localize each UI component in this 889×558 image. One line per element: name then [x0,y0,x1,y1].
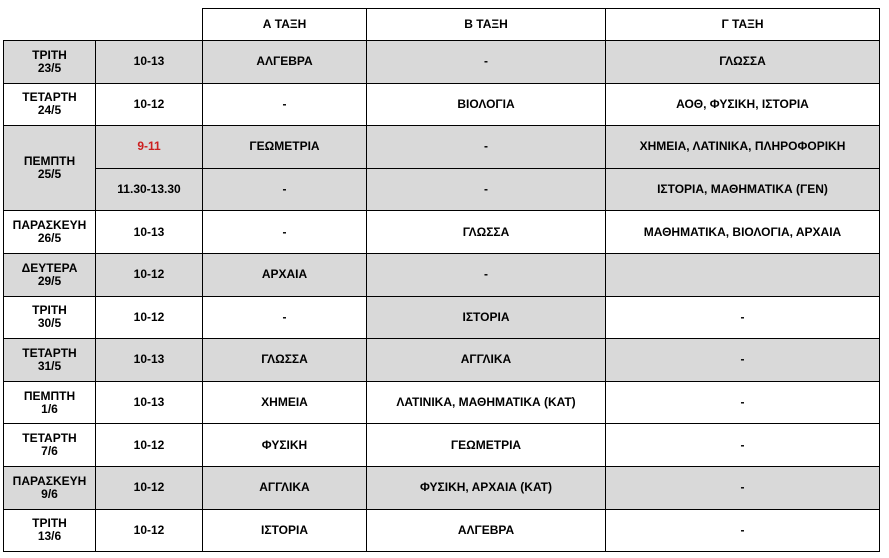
class-a-cell: - [203,211,367,254]
day-date: 23/5 [37,60,62,75]
day-date: 25/5 [37,167,62,182]
day-name: ΤΡΙΤΗ [32,516,67,531]
class-a-cell: ΑΡΧΑΙΑ [203,253,367,296]
class-a-cell: - [203,168,367,211]
day-cell [4,126,96,211]
table-row [4,83,880,126]
class-b-cell: - [367,41,606,84]
class-b-cell: ΑΓΓΛΙΚΑ [367,339,606,382]
table-row [4,296,880,339]
day-name: ΤΡΙΤΗ [32,303,67,318]
day-cell [4,381,96,424]
header-class-b: Β ΤΑΞΗ [367,9,606,41]
class-b-cell: ΓΕΩΜΕΤΡΙΑ [367,424,606,467]
class-c-cell: - [606,296,880,339]
time-cell: 10-13 [96,211,203,254]
time-cell: 10-13 [96,339,203,382]
day-date: 9/6 [41,486,58,501]
class-a-cell: ΦΥΣΙΚΗ [203,424,367,467]
class-c-cell: ΙΣΤΟΡΙΑ, ΜΑΘΗΜΑΤΙΚΑ (ΓΕΝ) [606,168,880,211]
day-cell [4,253,96,296]
time-cell: 10-12 [96,466,203,509]
table-row [4,126,880,169]
table-row [4,211,880,254]
table-row [4,168,880,211]
day-name: ΤΕΤΑΡΤΗ [22,431,77,446]
class-c-cell: - [606,509,880,552]
class-c-cell: - [606,466,880,509]
class-c-cell: ΧΗΜΕΙΑ, ΛΑΤΙΝΙΚΑ, ΠΛΗΡΟΦΟΡΙΚΗ [606,126,880,169]
time-cell: 10-12 [96,296,203,339]
class-b-cell: ΙΣΤΟΡΙΑ [367,296,606,339]
class-c-cell: - [606,339,880,382]
table-row [4,339,880,382]
time-cell: 11.30-13.30 [96,168,203,211]
class-c-cell: ΓΛΩΣΣΑ [606,41,880,84]
header-class-c: Γ ΤΑΞΗ [606,9,880,41]
class-b-cell: - [367,168,606,211]
table-row [4,381,880,424]
class-b-cell: ΓΛΩΣΣΑ [367,211,606,254]
class-a-cell: ΑΛΓΕΒΡΑ [203,41,367,84]
day-name: ΠΑΡΑΣΚΕΥΗ [12,473,87,488]
day-cell [4,339,96,382]
day-name: ΤΡΙΤΗ [32,47,67,62]
day-cell [4,296,96,339]
table-row [4,509,880,552]
day-cell [4,41,96,84]
class-a-cell: - [203,83,367,126]
time-cell: 10-12 [96,253,203,296]
time-cell: 10-13 [96,41,203,84]
day-date: 24/5 [37,103,62,118]
class-b-cell: ΑΛΓΕΒΡΑ [367,509,606,552]
class-a-cell: - [203,296,367,339]
day-name: ΠΕΜΠΤΗ [23,388,76,403]
day-date: 26/5 [37,231,62,246]
time-cell: 10-12 [96,424,203,467]
table-row [4,41,880,84]
class-c-cell: ΑΟΘ, ΦΥΣΙΚΗ, ΙΣΤΟΡΙΑ [606,83,880,126]
day-date: 31/5 [37,358,62,373]
class-a-cell: ΓΕΩΜΕΤΡΙΑ [203,126,367,169]
day-date: 13/6 [37,529,62,544]
header-blank [4,9,203,41]
class-c-cell [606,253,880,296]
day-name: ΔΕΥΤΕΡΑ [21,260,78,275]
class-b-cell: - [367,126,606,169]
class-b-cell: ΦΥΣΙΚΗ, ΑΡΧΑΙΑ (ΚΑΤ) [367,466,606,509]
day-name: ΠΕΜΠΤΗ [23,154,76,169]
day-name: ΤΕΤΑΡΤΗ [22,90,77,105]
time-cell: 10-13 [96,381,203,424]
class-b-cell: ΒΙΟΛΟΓΙΑ [367,83,606,126]
day-date: 1/6 [41,401,58,416]
class-c-cell: ΜΑΘΗΜΑΤΙΚΑ, ΒΙΟΛΟΓΙΑ, ΑΡΧΑΙΑ [606,211,880,254]
class-c-cell: - [606,381,880,424]
day-date: 30/5 [37,316,62,331]
day-cell [4,211,96,254]
day-cell [4,424,96,467]
class-b-cell: - [367,253,606,296]
class-a-cell: ΧΗΜΕΙΑ [203,381,367,424]
class-b-cell: ΛΑΤΙΝΙΚΑ, ΜΑΘΗΜΑΤΙΚΑ (ΚΑΤ) [367,381,606,424]
time-cell: 10-12 [96,83,203,126]
day-name: ΠΑΡΑΣΚΕΥΗ [12,218,87,233]
time-cell-highlighted: 9-11 [96,126,203,169]
day-cell [4,466,96,509]
table-row [4,466,880,509]
class-a-cell: ΓΛΩΣΣΑ [203,339,367,382]
class-c-cell: - [606,424,880,467]
table-row [4,424,880,467]
day-cell [4,83,96,126]
header-row [4,9,880,41]
day-name: ΤΕΤΑΡΤΗ [22,345,77,360]
header-class-a: Α ΤΑΞΗ [203,9,367,41]
table-row [4,253,880,296]
class-a-cell: ΙΣΤΟΡΙΑ [203,509,367,552]
day-date: 29/5 [37,273,62,288]
day-date: 7/6 [41,444,58,459]
class-a-cell: ΑΓΓΛΙΚΑ [203,466,367,509]
exam-schedule-table [3,8,880,552]
day-cell [4,509,96,552]
time-cell: 10-12 [96,509,203,552]
